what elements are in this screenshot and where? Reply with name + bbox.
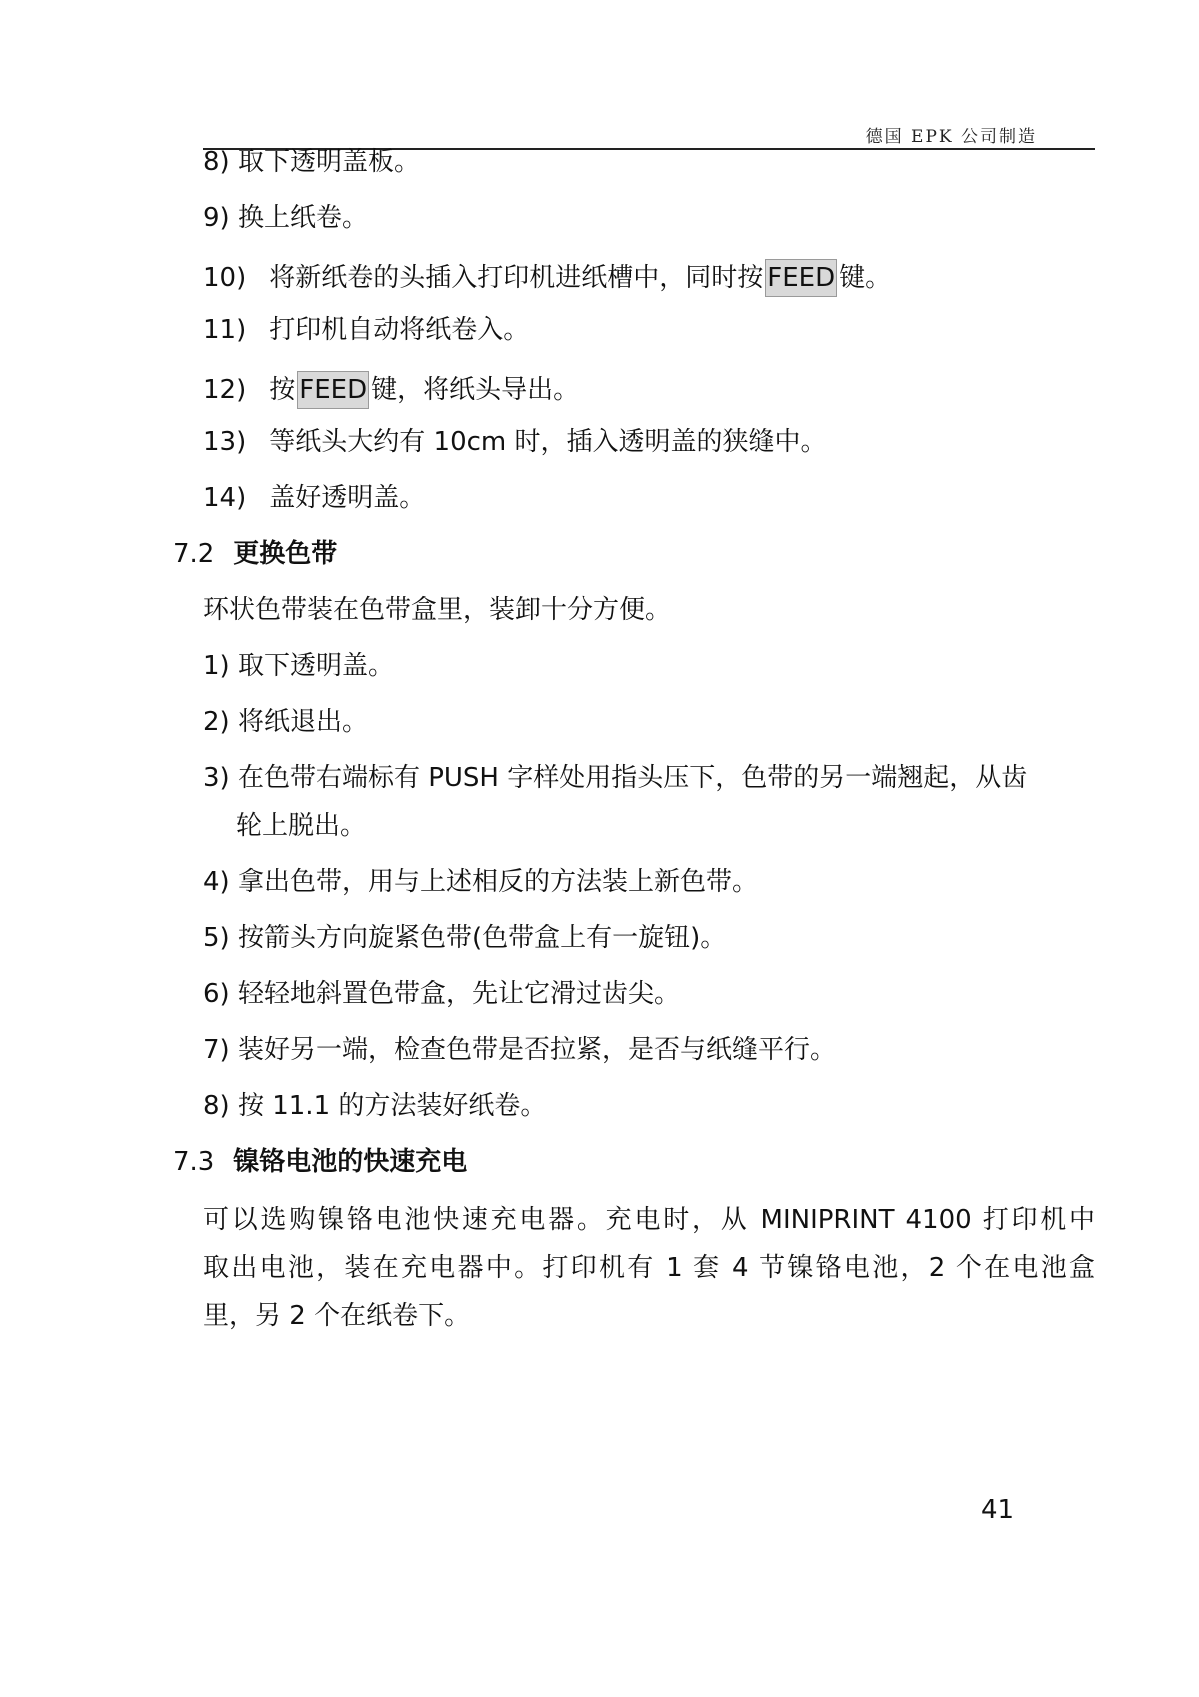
section-title: 镍铬电池的快速充电 bbox=[233, 1147, 468, 1177]
list-item bbox=[203, 483, 425, 513]
feed-key-label: FEED bbox=[297, 371, 369, 409]
step-text: 键。 bbox=[839, 263, 892, 293]
step-text: 打印机自动将纸卷入。 bbox=[269, 315, 530, 345]
list-item bbox=[203, 867, 758, 897]
section-intro: 环状色带装在色带盒里，装卸十分方便。 bbox=[203, 595, 672, 625]
section-number: 7.3 bbox=[173, 1147, 215, 1177]
step-number: 11) bbox=[203, 315, 247, 345]
list-item bbox=[203, 259, 891, 297]
list-item bbox=[203, 427, 827, 457]
step-number: 14) bbox=[203, 483, 247, 513]
step-text: 按 bbox=[269, 375, 296, 405]
step-text: 键，将纸头导出。 bbox=[371, 375, 580, 405]
step-number: 9) bbox=[203, 203, 230, 233]
paragraph-line: 里，另 2 个在纸卷下。 bbox=[203, 1301, 471, 1331]
page-number: 41 bbox=[981, 1495, 1015, 1525]
list-item bbox=[203, 1091, 546, 1121]
section-heading bbox=[173, 539, 337, 569]
step-number: 7) bbox=[203, 1035, 230, 1065]
list-item bbox=[203, 371, 579, 409]
list-item bbox=[203, 707, 368, 737]
list-item bbox=[203, 651, 394, 681]
feed-key-label: FEED bbox=[765, 259, 837, 297]
list-item bbox=[203, 1035, 836, 1065]
paragraph-line: 可以选购镍铬电池快速充电器。充电时，从 MINIPRINT 4100 打印机中 bbox=[203, 1205, 1095, 1235]
section-number: 7.2 bbox=[173, 539, 215, 569]
page-header bbox=[203, 118, 1095, 150]
list-item bbox=[203, 315, 529, 345]
step-text: 轻轻地斜置色带盒，先让它滑过齿尖。 bbox=[237, 979, 680, 1009]
step-number: 13) bbox=[203, 427, 247, 457]
step-text: 拿出色带，用与上述相反的方法装上新色带。 bbox=[237, 867, 758, 897]
step-number: 3) bbox=[203, 763, 230, 793]
step-number: 4) bbox=[203, 867, 230, 897]
step-text: 等纸头大约有 10cm 时，插入透明盖的狭缝中。 bbox=[269, 427, 827, 457]
list-item bbox=[203, 147, 420, 177]
section-title: 更换色带 bbox=[233, 539, 338, 569]
step-text: 取下透明盖。 bbox=[237, 651, 394, 681]
step-number: 1) bbox=[203, 651, 230, 681]
section-heading bbox=[173, 1147, 467, 1177]
step-number: 12) bbox=[203, 375, 247, 405]
list-item bbox=[203, 754, 1095, 850]
step-number: 8) bbox=[203, 1091, 230, 1121]
step-text: 换上纸卷。 bbox=[237, 203, 368, 233]
list-item bbox=[203, 979, 680, 1009]
step-text: 将纸退出。 bbox=[237, 707, 368, 737]
step-text-continuation: 轮上脱出。 bbox=[236, 811, 367, 841]
section-paragraph bbox=[203, 1196, 1095, 1340]
step-text: 盖好透明盖。 bbox=[269, 483, 426, 513]
step-number: 5) bbox=[203, 923, 230, 953]
step-number: 2) bbox=[203, 707, 230, 737]
step-text: 取下透明盖板。 bbox=[237, 147, 420, 177]
step-number: 10) bbox=[203, 263, 247, 293]
list-item bbox=[203, 203, 368, 233]
step-text: 按箭头方向旋紧色带(色带盒上有一旋钮)。 bbox=[237, 923, 727, 953]
step-number: 6) bbox=[203, 979, 230, 1009]
step-text: 在色带右端标有 PUSH 字样处用指头压下，色带的另一端翘起，从齿 bbox=[237, 763, 1028, 793]
step-text: 将新纸卷的头插入打印机进纸槽中，同时按 bbox=[269, 263, 764, 293]
list-item bbox=[203, 923, 726, 953]
paragraph-line: 取出电池，装在充电器中。打印机有 1 套 4 节镍铬电池，2 个在电池盒 bbox=[203, 1253, 1095, 1283]
header-text: 德国 EPK 公司制造 bbox=[865, 127, 1037, 147]
step-number: 8) bbox=[203, 147, 230, 177]
step-text: 按 11.1 的方法装好纸卷。 bbox=[237, 1091, 547, 1121]
step-text: 装好另一端，检查色带是否拉紧，是否与纸缝平行。 bbox=[237, 1035, 836, 1065]
